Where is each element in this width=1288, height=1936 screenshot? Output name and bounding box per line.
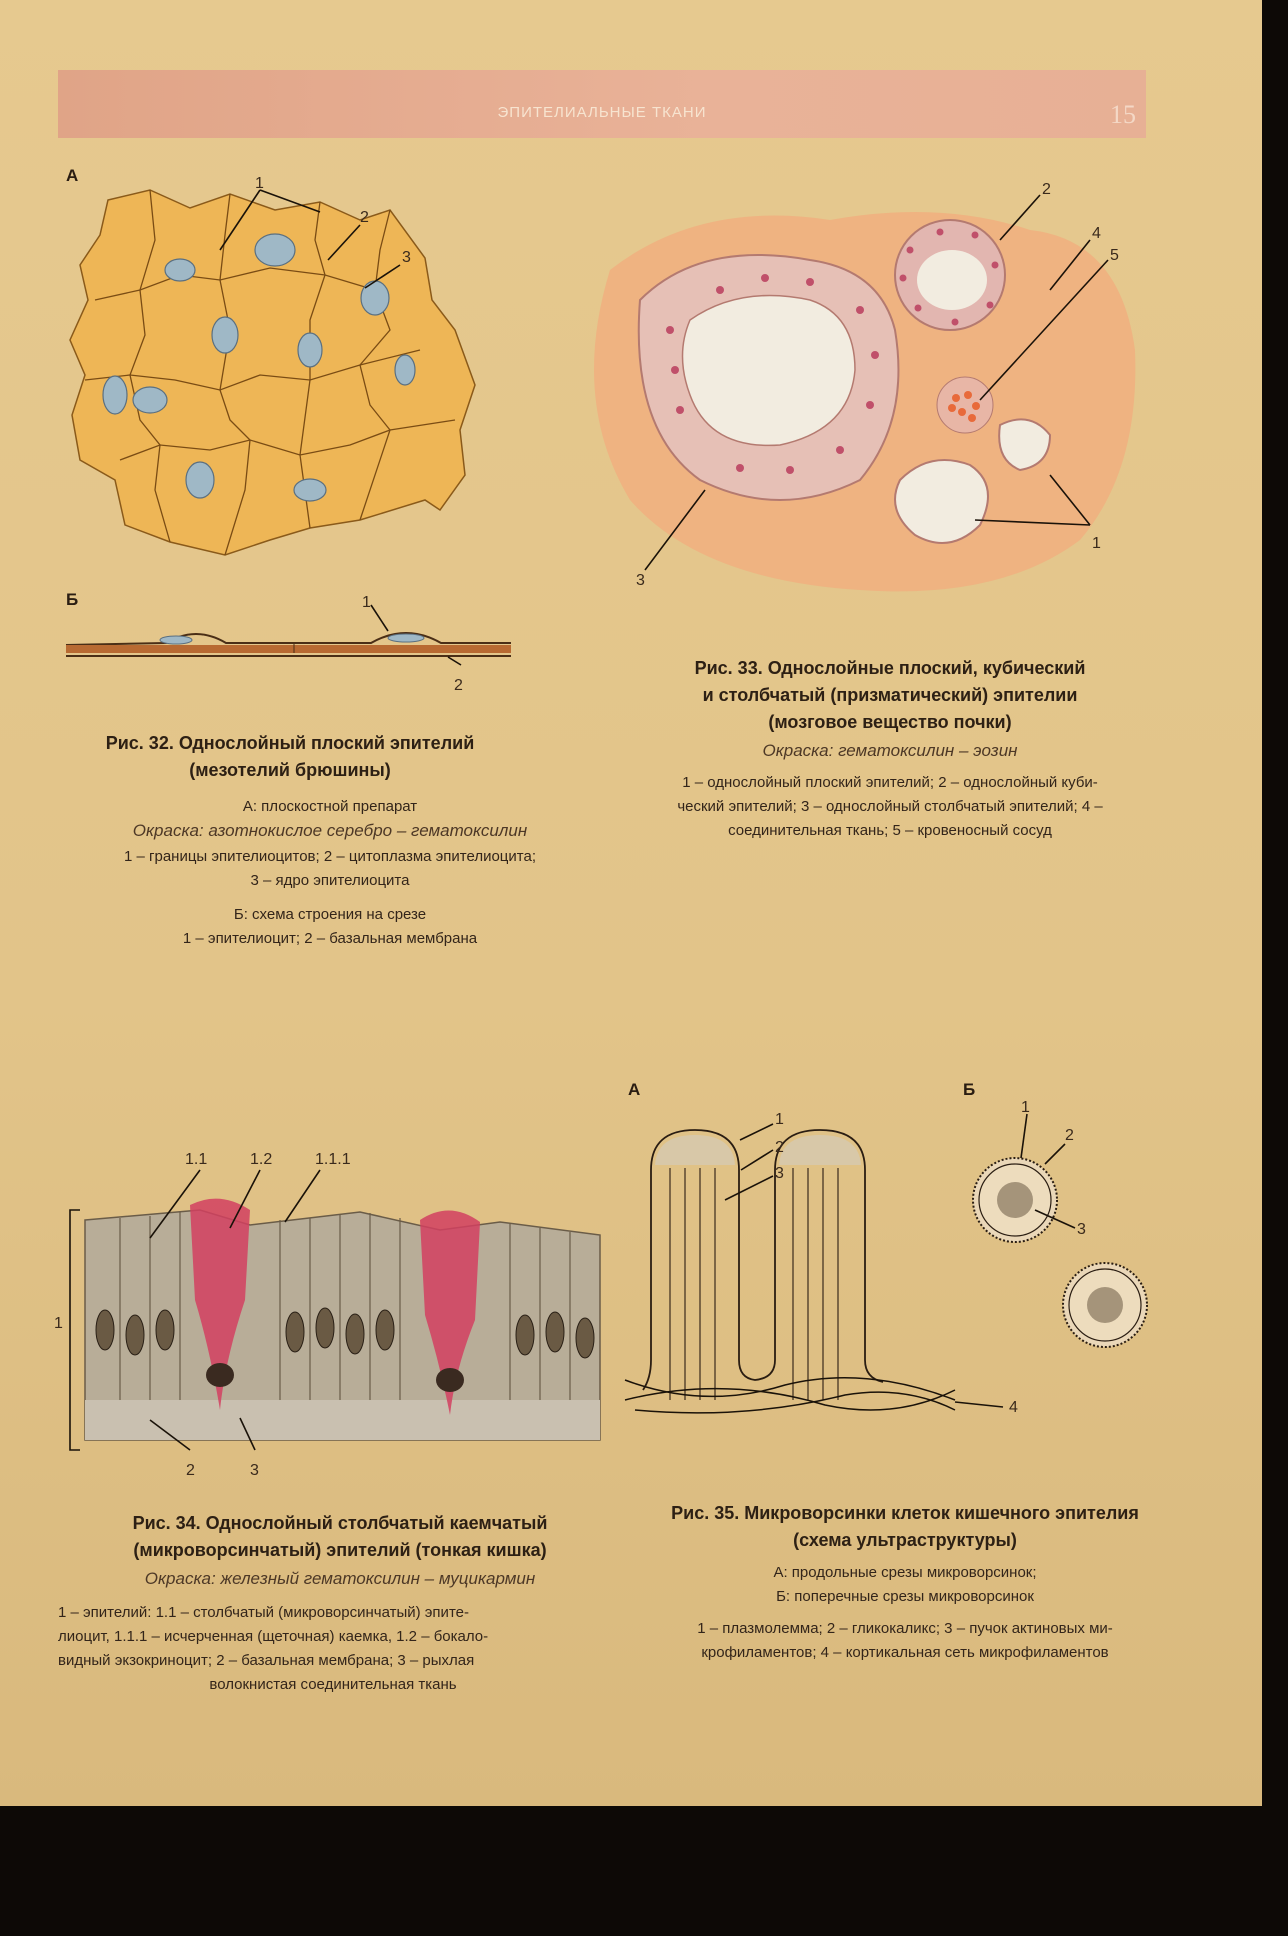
- fig34-label-3: 3: [250, 1462, 259, 1479]
- fig32-panel-a-letter: А: [66, 166, 79, 185]
- fig32-label-b1: 1: [362, 594, 371, 611]
- fig33-legend-1: 1 – однослойный плоский эпителий; 2 – однослойный куби-: [682, 774, 1098, 791]
- fig34-columnar-epithelium-illustration: [50, 1150, 610, 1490]
- fig32-title: Рис. 32. Однослойный плоский эпителий (мезотелий брюшины): [105, 733, 475, 780]
- fig33-label-1: 1: [1092, 535, 1101, 552]
- fig32-label-1: 1: [255, 175, 264, 192]
- fig35-label-a1: 1: [775, 1111, 784, 1128]
- fig35-legend-1: 1 – плазмолемма; 2 – гликокаликс; 3 – пучок актиновых ми-: [697, 1620, 1113, 1637]
- fig35-label-a3: 3: [775, 1165, 784, 1182]
- fig35-microvilli-cross-sections: [955, 1100, 1155, 1360]
- fig32-legend-a1: 1 – границы эпителиоцитов; 2 – цитоплазма эпителиоцита;: [123, 848, 536, 865]
- fig32-legend-a2: 3 – ядро эпителиоцита: [250, 872, 410, 889]
- fig33-title: Рис. 33. Однослойные плоский, кубический и столбчатый (призматический) эпителии (мозговое вещество почки): [694, 658, 1086, 732]
- fig33-label-2: 2: [1042, 181, 1051, 198]
- fig34-label-1-1: 1.1: [185, 1151, 208, 1168]
- fig34-legend-4: волокнистая соединительная ткань: [209, 1676, 457, 1693]
- fig34-legend-1: 1 – эпителий: 1.1 – столбчатый (микроворсинчатый) эпите-: [58, 1604, 469, 1621]
- fig34-label-1: 1: [54, 1315, 63, 1332]
- fig35-label-a4: 4: [1009, 1399, 1018, 1416]
- fig35-label-a2: 2: [775, 1139, 784, 1156]
- page-header: [58, 70, 1146, 138]
- fig34-label-1-2: 1.2: [250, 1151, 273, 1168]
- fig35-label-b2: 2: [1065, 1127, 1074, 1144]
- fig33-legend-2: ческий эпителий; 3 – однослойный столбчатый эпителий; 4 –: [677, 798, 1103, 815]
- fig33-label-4: 4: [1092, 225, 1101, 242]
- fig32-label-2: 2: [360, 209, 369, 226]
- fig32-panel-b-letter: Б: [66, 590, 79, 609]
- fig34-stain: Окраска: железный гематоксилин – муцикармин: [144, 1569, 536, 1588]
- fig35-cortical-network: [625, 1378, 955, 1413]
- fig34-legend-3: видный экзокриноцит; 2 – базальная мембрана; 3 – рыхлая: [58, 1652, 475, 1669]
- fig33-stain: Окраска: гематоксилин – эозин: [762, 741, 1018, 760]
- fig34-label-2: 2: [186, 1462, 195, 1479]
- fig33-legend-3: соединительная ткань; 5 – кровеносный сосуд: [728, 822, 1052, 839]
- fig35-subtitle-b: Б: поперечные срезы микроворсинок: [776, 1588, 1034, 1605]
- fig35-villi-outline: [643, 1130, 883, 1390]
- fig35-actin-filaments: [670, 1168, 838, 1400]
- fig35-title: Рис. 35. Микроворсинки клеток кишечного эпителия (схема ультраструктуры): [671, 1503, 1139, 1550]
- fig33-kidney-medulla-illustration: [580, 180, 1140, 610]
- fig32-stain: Окраска: азотнокислое серебро – гематоксилин: [132, 821, 528, 840]
- fig32-label-b2: 2: [454, 677, 463, 694]
- fig35-label-b3: 3: [1077, 1221, 1086, 1238]
- fig33-label-3: 3: [636, 572, 645, 589]
- page-number: 15: [1110, 100, 1136, 129]
- fig32-squamous-cells-illustration: [60, 175, 510, 570]
- fig34-title: Рис. 34. Однослойный столбчатый каемчатый (микроворсинчатый) эпителий (тонкая кишка): [132, 1513, 548, 1560]
- fig32-section-scheme: [66, 595, 516, 705]
- section-title: ЭПИТЕЛИАЛЬНЫЕ ТКАНИ: [497, 104, 707, 121]
- fig32-scheme: Б: схема строения на срезе: [233, 906, 427, 923]
- fig32-legend-b: 1 – эпителиоцит; 2 – базальная мембрана: [182, 930, 478, 947]
- fig33-label-5: 5: [1110, 247, 1119, 264]
- fig34-label-1-1-1: 1.1.1: [315, 1151, 351, 1168]
- fig34-legend-2: лиоцит, 1.1.1 – исчерченная (щеточная) каемка, 1.2 – бокало-: [58, 1628, 489, 1645]
- fig35-panel-b-letter: Б: [963, 1080, 976, 1099]
- fig35-panel-a-letter: А: [628, 1080, 641, 1099]
- fig35-label-b1: 1: [1021, 1099, 1030, 1116]
- fig32-label-3: 3: [402, 249, 411, 266]
- fig35-subtitle-a: А: продольные срезы микроворсинок;: [773, 1564, 1037, 1581]
- fig32-preparation: А: плоскостной препарат: [242, 798, 418, 815]
- fig35-legend-2: крофиламентов; 4 – кортикальная сеть микрофиламентов: [701, 1644, 1109, 1661]
